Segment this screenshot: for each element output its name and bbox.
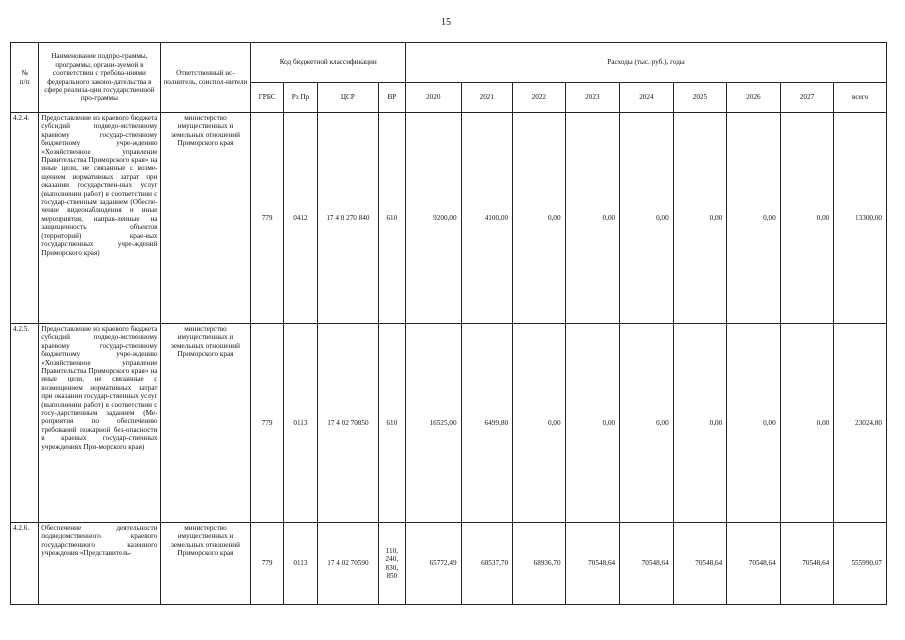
row-responsible: министерство имущественных и земельных отношений Приморского края xyxy=(160,324,251,523)
row-value-2021: 6499,80 xyxy=(461,324,513,523)
row-csr: 17 4 02 70590 xyxy=(318,523,379,605)
row-value-2020: 16525,00 xyxy=(405,324,461,523)
row-value-2027: 0,00 xyxy=(780,113,834,324)
row-csr: 17 4 0 270 840 xyxy=(318,113,379,324)
row-grbs: 779 xyxy=(251,523,283,605)
header-name: Наименование подпро-граммы, программы, органи-зуемой в соответствии с требова-ниями федерального законо-дательства в сфере реализа-ции государственной про-граммы xyxy=(39,43,160,113)
row-value-2022: 68936,70 xyxy=(513,523,566,605)
header-total: всего xyxy=(834,83,887,113)
row-value-2027: 70548,64 xyxy=(780,523,834,605)
header-responsible: Ответственный ис-полнитель, соиспол-нители xyxy=(160,43,251,113)
budget-table xyxy=(10,42,887,605)
header-year-2027: 2027 xyxy=(780,83,834,113)
row-vr: 610 xyxy=(378,113,405,324)
header-year-2023: 2023 xyxy=(565,83,620,113)
row-responsible: министерство имущественных и земельных отношений Приморского края xyxy=(160,113,251,324)
row-value-2023: 0,00 xyxy=(565,324,620,523)
header-code-csr: ЦСР xyxy=(318,83,379,113)
row-value-2027: 0,00 xyxy=(780,324,834,523)
row-value-2022: 0,00 xyxy=(513,113,566,324)
header-year-2026: 2026 xyxy=(727,83,781,113)
row-value-2025: 0,00 xyxy=(673,113,727,324)
table-row xyxy=(11,113,887,324)
row-grbs: 779 xyxy=(251,324,283,523)
row-vr: 110, 240, 830, 850 xyxy=(378,523,405,605)
row-value-2024: 0,00 xyxy=(620,324,674,523)
row-value-2020: 9200,00 xyxy=(405,113,461,324)
header-year-2024: 2024 xyxy=(620,83,674,113)
row-value-2026: 0,00 xyxy=(727,324,781,523)
row-rzpr: 0412 xyxy=(283,113,317,324)
header-year-2025: 2025 xyxy=(673,83,727,113)
row-rzpr: 0113 xyxy=(283,324,317,523)
header-expenses: Расходы (тыс. руб.), годы xyxy=(405,43,886,83)
row-name: Предоставление из краевого бюджета субсидий подведо-мственному краевому государ-ственному бюджетному учре-ждению «Хозяйственное управление Правительства Приморского края» на иные цели, не связанные с возме-щением нормативных затрат при оказании государствен-ных услуг (выполнении работ) в соответствии с государ-ственным заданием (Обеспе-чение видеонаблюдения и иные мероприятия, направ-ленные на защищенность объектов (территорий) крае-вых государственных учре-ждений Приморского края) xyxy=(39,113,160,324)
row-value-2023: 70548,64 xyxy=(565,523,620,605)
header-row-1 xyxy=(11,43,887,83)
header-year-2020: 2020 xyxy=(405,83,461,113)
header-num: № п/п xyxy=(11,43,39,113)
page-number: 15 xyxy=(441,17,451,28)
row-value-total: 555990,07 xyxy=(834,523,887,605)
row-value-2026: 70548,64 xyxy=(727,523,781,605)
header-budget-code: Код бюджетной классификации xyxy=(251,43,406,83)
row-value-2022: 0,00 xyxy=(513,324,566,523)
row-value-2024: 70548,64 xyxy=(620,523,674,605)
row-vr: 610 xyxy=(378,324,405,523)
row-value-total: 13300,00 xyxy=(834,113,887,324)
header-year-2021: 2021 xyxy=(461,83,513,113)
row-responsible: министерство имущественных и земельных отношений Приморского края xyxy=(160,523,251,605)
row-value-2020: 65772,49 xyxy=(405,523,461,605)
row-grbs: 779 xyxy=(251,113,283,324)
row-value-2025: 70548,64 xyxy=(673,523,727,605)
row-value-2021: 68537,70 xyxy=(461,523,513,605)
row-number: 4.2.4. xyxy=(11,113,39,324)
row-value-2023: 0,00 xyxy=(565,113,620,324)
row-value-2024: 0,00 xyxy=(620,113,674,324)
header-code-grbs: ГРБС xyxy=(251,83,283,113)
row-value-2026: 0,00 xyxy=(727,113,781,324)
header-code-vr: ВР xyxy=(378,83,405,113)
row-number: 4.2.6. xyxy=(11,523,39,605)
table-row xyxy=(11,324,887,523)
table-row xyxy=(11,523,887,605)
row-rzpr: 0113 xyxy=(283,523,317,605)
header-year-2022: 2022 xyxy=(513,83,566,113)
row-name: Предоставление из краевого бюджета субсидий подведо-мственному краевому государ-ственному бюджетному учре-ждению «Хозяйственное управление Правительства Приморского края» на иные цели, не связанные с возмещением нормативных затрат при оказании государ-ственных услуг (выполнении работ) в соответствии с госу-дарственным заданием (Ме-роприятия по обеспечению требований пожарной без-опасности в краевых государ-ственных учреждениях При-морского края) xyxy=(39,324,160,523)
header-code-rzpr: Рз Пр xyxy=(283,83,317,113)
row-value-total: 23024,80 xyxy=(834,324,887,523)
row-value-2021: 4100,00 xyxy=(461,113,513,324)
row-csr: 17 4 02 70850 xyxy=(318,324,379,523)
row-value-2025: 0,00 xyxy=(673,324,727,523)
row-name: Обеспечение деятельности подведомственного краевого государственного казенного учреждения «Представитель- xyxy=(39,523,160,605)
row-number: 4.2.5. xyxy=(11,324,39,523)
